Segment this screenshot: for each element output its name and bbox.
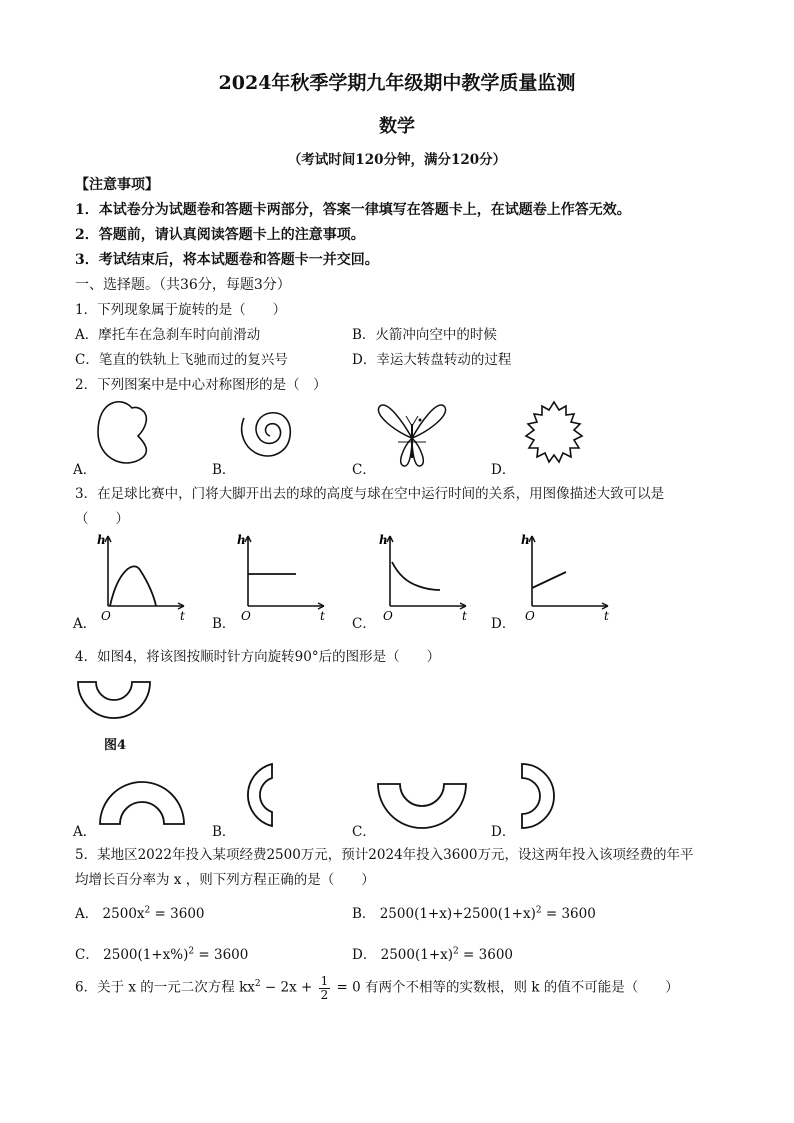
q1-stem: 1．下列现象属于旋转的是（ ）: [75, 302, 287, 318]
q2-label-b: B．: [212, 462, 236, 478]
q2-label-a: A．: [73, 462, 97, 478]
notes-heading: 【注意事项】: [75, 177, 159, 193]
q4-label-c: C．: [352, 824, 376, 840]
q3-label-d: D．: [491, 616, 516, 632]
graph-c-axis-h: h: [379, 533, 388, 547]
graph-b-axis-t: t: [320, 609, 325, 622]
q4-label-a: A．: [73, 824, 97, 840]
graph-a-axis-h: h: [97, 533, 106, 547]
notes-item-3: 3．考试结束后，将本试题卷和答题卡一并交回。: [75, 252, 379, 268]
q3-stem-line1: 3．在足球比赛中，门将大脚开出去的球的高度与球在空中运行时间的关系，用图像描述大致可以是: [75, 486, 665, 502]
q5-option-c: C． $2500(1+x\%)^2 = 3600$: [75, 946, 249, 963]
graph-c-origin: O: [383, 609, 393, 622]
graph-a: [92, 530, 192, 622]
cardioid-figure: [92, 398, 162, 470]
q4-shape-a: [94, 776, 190, 828]
q3-label-b: B．: [212, 616, 236, 632]
q3-label-a: A．: [73, 616, 97, 632]
q2-label-d: D．: [491, 462, 516, 478]
graph-a-axis-t: t: [180, 609, 185, 622]
q4-label-b: B．: [212, 824, 236, 840]
graph-d-origin: O: [525, 609, 535, 622]
q4-label-d: D．: [491, 824, 516, 840]
q1-option-a: A．摩托车在急刹车时向前滑动: [75, 327, 261, 343]
q5-option-d: D． $2500(1+x)^2 = 3600$: [352, 946, 514, 963]
graph-a-origin: O: [101, 609, 111, 622]
q5-stem-line2: 均增长百分率为 x ，则下列方程正确的是（ ）: [75, 872, 375, 888]
figure-4-caption: 图4: [104, 738, 127, 753]
graph-d-axis-t: t: [604, 609, 609, 622]
notes-item-1: 1．本试卷分为试题卷和答题卡两部分，答案一律填写在答题卡上，在试题卷上作答无效。: [75, 202, 631, 218]
q2-stem: 2．下列图案中是中心对称图形的是（ ）: [75, 377, 327, 393]
exam-title: 2024年秋季学期九年级期中教学质量监测: [218, 72, 576, 94]
snowflake-figure: [516, 398, 592, 470]
spiral-figure: [232, 398, 312, 470]
graph-c-axis-t: t: [462, 609, 467, 622]
figure-4-shape: [74, 676, 154, 724]
q6-stem: 6．关于 x 的一元二次方程 $kx^2 - 2x$ + $\frac{1}{2}$ = 0 有两个不相等的实数根，则 k 的值不可能是（ ）: [75, 974, 679, 1002]
graph-d-axis-h: h: [521, 533, 530, 547]
q1-option-b: B．火箭冲向空中的时候: [352, 327, 497, 343]
graph-d: [516, 530, 616, 622]
q5-option-b: B． $2500(1+x)+2500(1+x)^2 = 3600$: [352, 905, 596, 922]
graph-b-origin: O: [241, 609, 251, 622]
graph-b-axis-h: h: [237, 533, 246, 547]
graph-c: [374, 530, 474, 622]
q2-label-c: C．: [352, 462, 376, 478]
section-heading: 一、选择题。（共36分，每题3分）: [75, 277, 291, 293]
q1-option-d: D．幸运大转盘转动的过程: [352, 352, 512, 368]
subject-title: 数学: [379, 116, 415, 137]
q3-stem-line2: （ ）: [75, 511, 129, 527]
q4-shape-b: [232, 760, 276, 830]
q3-label-c: C．: [352, 616, 376, 632]
q5-stem-line1: 5．某地区2022年投入某项经费2500万元，预计2024年投入3600万元，设这两年投入该项经费的年平: [75, 847, 694, 863]
q1-option-c: C．笔直的铁轨上飞驰而过的复兴号: [75, 352, 288, 368]
q6-fraction: $\frac{1}{2}$: [320, 974, 329, 1002]
q4-shape-c: [374, 780, 470, 834]
graph-b: [232, 530, 332, 622]
q4-shape-d: [518, 760, 558, 832]
q5-option-a: A． $2500x^2 = 3600$: [75, 905, 205, 922]
exam-info: （考试时间120分钟，满分120分）: [287, 152, 507, 168]
notes-item-2: 2．答题前，请认真阅读答题卡上的注意事项。: [75, 227, 365, 243]
q4-stem: 4．如图4，将该图按顺时针方向旋转90°后的图形是（ ）: [75, 649, 441, 665]
butterfly-figure: [374, 398, 450, 470]
